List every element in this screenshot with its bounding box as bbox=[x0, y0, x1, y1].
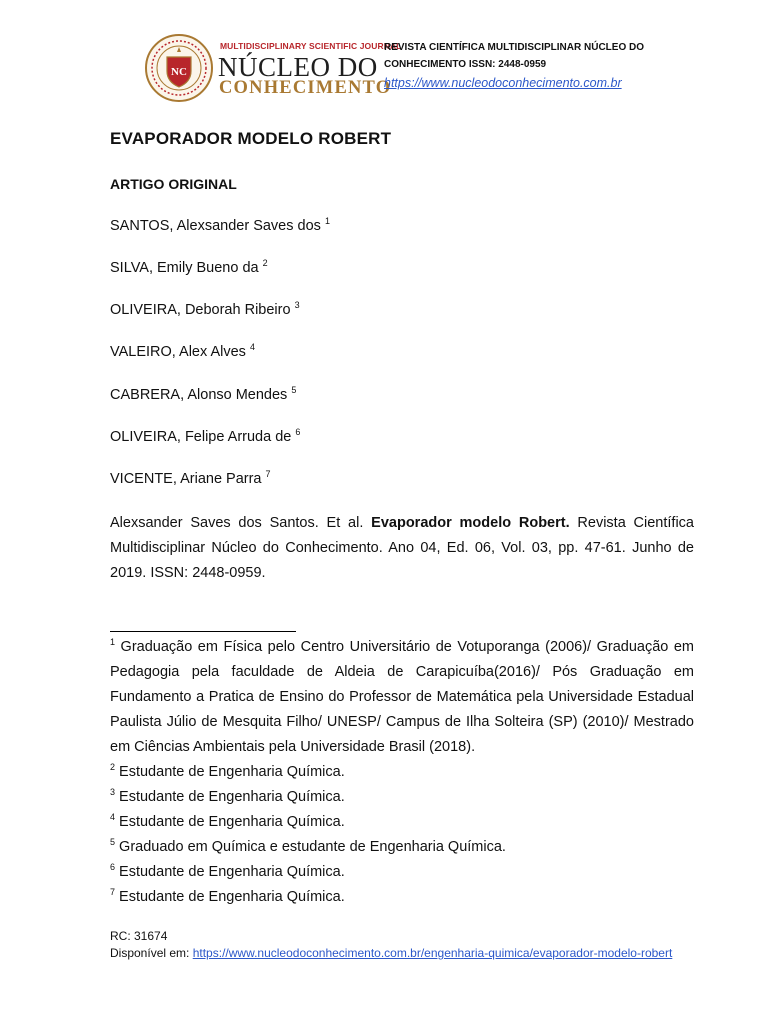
footnote-ref[interactable]: 4 bbox=[249, 342, 255, 353]
logo-wordmark-line-1: NÚCLEO DO bbox=[218, 52, 378, 82]
author-line: CABRERA, Alonso Mendes $^5$ bbox=[110, 385, 297, 403]
footnote-ref[interactable]: 1 bbox=[324, 216, 330, 227]
journal-seal-logo bbox=[144, 33, 214, 103]
author-line: OLIVEIRA, Deborah Ribeiro $^3$ bbox=[110, 300, 300, 318]
author-line: VICENTE, Ariane Parra $^7$ bbox=[110, 469, 271, 487]
footnote-6: $^6$ Estudante de Engenharia Química. bbox=[110, 862, 345, 880]
article-link[interactable]: https://www.nucleodoconhecimento.com.br/engenharia-quimica/evaporador-modelo-robert bbox=[192, 946, 673, 960]
footnote-ref[interactable]: 3 bbox=[294, 300, 300, 311]
journal-url-link[interactable]: https://www.nucleodoconhecimento.com.br bbox=[384, 76, 622, 90]
citation-title: Evaporador modelo Robert. bbox=[371, 515, 570, 531]
author-line: VALEIRO, Alex Alves $^4$ bbox=[110, 342, 255, 360]
author-line: SILVA, Emily Bueno da $^2$ bbox=[110, 258, 268, 276]
revista-header-line-1: REVISTA CIENTÍFICA MULTIDISCIPLINAR NÚCLEO DO bbox=[384, 42, 644, 53]
available-at bbox=[110, 945, 710, 961]
author-line: SANTOS, Alexsander Saves dos $^1$ bbox=[110, 216, 330, 234]
footnote-ref[interactable]: 6 bbox=[295, 427, 301, 438]
article-title: EVAPORADOR MODELO ROBERT bbox=[110, 129, 392, 148]
footnote-1: $^1$ Graduação em Física pelo Centro Universitário de Votuporanga (2006)/ Graduação em Pedagogia pela faculdade de Aldeia de Carapicuíba(2016)/ Pós Graduação em Fundamento a Pratica de Ensino do Professor de Matemática pela Universidade Estadual Paulista Júlio de Mesquita Filho/ UNESP/ Campus de Ilha Solteira (SP) (2010)/ Mestrado em Ciências Ambientais pela Universidade Brasil (2018). bbox=[110, 637, 695, 755]
citation-paragraph: Alexsander Saves dos Santos. Et al. Evaporador modelo Robert. Revista Científica Multidisciplinar Núcleo do Conhecimento. Ano 04, Ed. 06, Vol. 03, pp. 47-61. Junho de 2019. ISSN: 2448-0959. bbox=[110, 515, 694, 581]
footnote-ref[interactable]: 2 bbox=[262, 258, 268, 269]
footnote-divider bbox=[110, 631, 296, 632]
footnote-ref[interactable]: 5 bbox=[291, 385, 297, 396]
footnote-4: $^4$ Estudante de Engenharia Química. bbox=[110, 812, 345, 830]
logo-badge-text: NC bbox=[171, 66, 187, 78]
footnote-2: $^2$ Estudante de Engenharia Química. bbox=[110, 762, 345, 780]
journal-small-label: MULTIDISCIPLINARY SCIENTIFIC JOURNAL bbox=[220, 41, 402, 51]
footnote-ref[interactable]: 7 bbox=[265, 469, 271, 480]
author-line: OLIVEIRA, Felipe Arruda de $^6$ bbox=[110, 427, 301, 445]
rc-code: RC: 31674 bbox=[110, 929, 168, 943]
footnote-3: $^3$ Estudante de Engenharia Química. bbox=[110, 787, 345, 805]
footnote-5: $^5$ Graduado em Química e estudante de Engenharia Química. bbox=[110, 837, 506, 855]
article-type: ARTIGO ORIGINAL bbox=[110, 176, 237, 192]
logo-wordmark-line-2: CONHECIMENTO bbox=[219, 78, 392, 98]
available-label: Disponível em: bbox=[110, 946, 190, 960]
revista-header-line-2: CONHECIMENTO ISSN: 2448-0959 bbox=[384, 59, 547, 70]
footnote-7: $^7$ Estudante de Engenharia Química. bbox=[110, 887, 345, 905]
